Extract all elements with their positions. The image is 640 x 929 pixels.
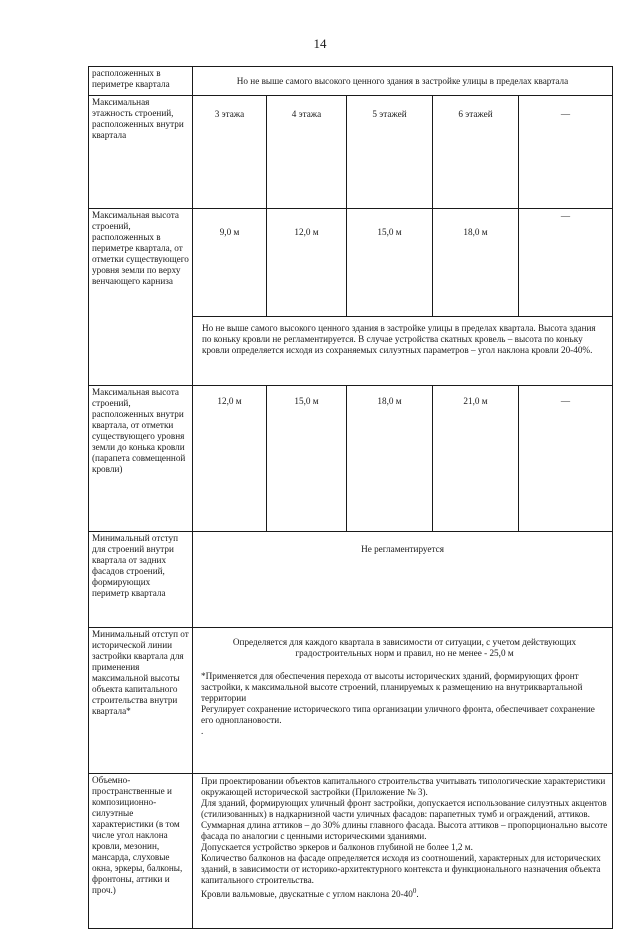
page-number: 14 xyxy=(313,36,327,51)
row-label: Минимальный отступ от исторической линии застройки квартала для применения максимальной высоты объекта капитального строительства внутри квартала* xyxy=(89,628,193,774)
table-row xyxy=(89,209,613,317)
row-label: расположенных в периметре квартала xyxy=(89,67,193,96)
rule-paragraph: Кровли вальмовые, двускатные с углом наклона $20-40^0$. xyxy=(201,887,419,900)
value-cell: 21,0 м xyxy=(433,386,519,532)
value-cell: 18,0 м xyxy=(347,386,433,532)
value-cell: — xyxy=(519,96,613,209)
rule-paragraph: Регулирует сохранение исторического типа организации уличного фронта, обеспечивает сохранение его одноплановости. xyxy=(201,704,595,725)
row-note: Но не выше самого высокого ценного здания в застройке улицы в пределах квартала. Высота здания по коньку кровли не регламентируется. В случае устройства скатных кровель – высота по коньку кровли определяется исходя из сохраняемых силуэтных параметров – угол наклона кровли 20-40%. xyxy=(193,317,613,386)
row-label: Минимальный отступ для строений внутри квартала от задних фасадов строений, формирующих периметр квартала xyxy=(89,532,193,628)
row-value: Не регламентируется xyxy=(193,532,613,628)
regulations-table xyxy=(88,66,613,929)
value-cell: 18,0 м xyxy=(433,209,519,317)
table-row xyxy=(89,386,613,532)
rule-paragraph: Для зданий, формирующих уличный фронт застройки, допускается использование силуэтных акцентов (стилизованных) в надкарнизной части уличных фасадов: парапетных тумб и ограждений, аттиков. Суммарная длина аттиков – до 30% длины главного фасада. Высота аттиков – пропорционально высоте фасада по аналогии с ценными историческими зданиями. xyxy=(201,798,608,841)
value-cell: 4 этажа xyxy=(267,96,347,209)
value-cell: 12,0 м xyxy=(193,386,267,532)
row-value: Определяется для каждого квартала в зависимости от ситуации, с учетом действующих градостроительных норм и правил, но не менее - 25,0 м *Применяется для обеспечения перехода от высоты исторических зданий, формирующих фронт застройки, к максимальной высоте строений, планируемых к размещению на внутриквартальной территории Регулирует сохранение исторического типа организации уличного фронта, обеспечивает сохранение его одноплановости. . xyxy=(193,628,613,774)
rule-paragraph: Определяется для каждого квартала в зависимости от ситуации, с учетом действующих градостроительных норм и правил, но не менее - 25,0 м xyxy=(232,637,577,658)
table-row xyxy=(89,532,613,628)
rule-paragraph: При проектировании объектов капитального строительства учитывать типологические характеристики окружающей исторической застройки (Приложение № 3). xyxy=(201,776,606,797)
value-cell: 3 этажа xyxy=(193,96,267,209)
value-cell: 6 этажей xyxy=(433,96,519,209)
degree-superscript: 0 xyxy=(412,887,417,895)
row-label: Объемно-пространственные и композиционно-силуэтные характеристики (в том числе угол наклона кровли, мезонин, мансарда, слуховые окна, эркеры, балконы, фронтоны, аттики и проч.) xyxy=(89,774,193,929)
rule-paragraph: Допускается устройство эркеров и балконов глубиной не более 1,2 м. xyxy=(201,842,473,852)
table-row xyxy=(89,628,613,774)
table-row xyxy=(89,96,613,209)
row-label: Максимальная высота строений, расположенных внутри квартала, от отметки существующего уровня земли до конька кровли (парапета совмещенной кровли) xyxy=(89,386,193,532)
rule-paragraph: Количество балконов на фасаде определяется исходя из соотношений, характерных для исторических зданий, в зависимости от историко-архитектурного контекста и функционального назначения объекта капитального строительства. xyxy=(201,853,601,885)
row-label: Максимальная высота строений, расположенных в периметре квартала, от отметки существующего уровня земли по верху венчающего карниза xyxy=(89,209,193,386)
value-cell: 15,0 м xyxy=(267,386,347,532)
row-value xyxy=(193,774,613,929)
table-row xyxy=(89,67,613,96)
value-cell: 12,0 м xyxy=(267,209,347,317)
value-cell: 5 этажей xyxy=(347,96,433,209)
value-cell: — xyxy=(519,386,613,532)
table-row xyxy=(89,774,613,929)
value-cell: 9,0 м xyxy=(193,209,267,317)
value-cell: 15,0 м xyxy=(347,209,433,317)
value-cell: — xyxy=(519,209,613,317)
footnote-paragraph: *Применяется для обеспечения перехода от высоты исторических зданий, формирующих фронт застройки, к максимальной высоте строений, планируемых к размещению на внутриквартальной территории xyxy=(201,671,583,703)
row-value: Но не выше самого высокого ценного здания в застройке улицы в пределах квартала xyxy=(193,67,613,96)
row-label: Максимальная этажность строений, расположенных внутри квартала xyxy=(89,96,193,209)
